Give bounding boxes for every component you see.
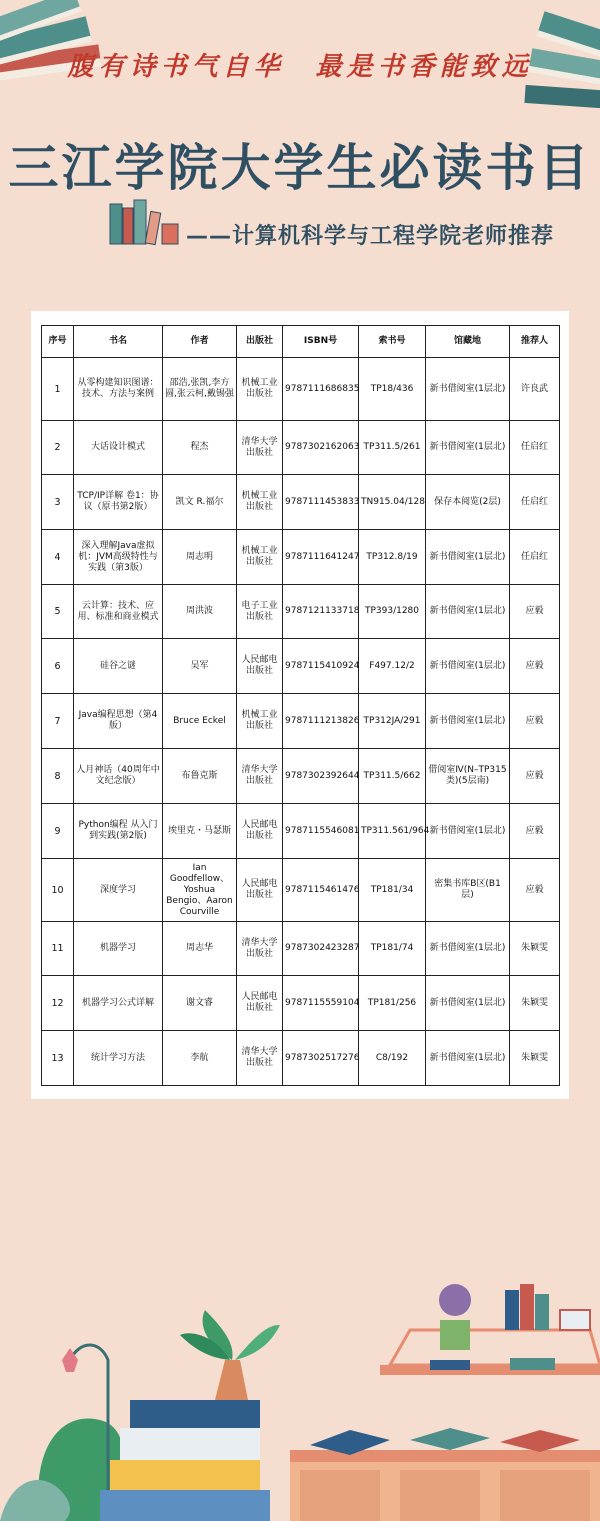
cell-isbn: 9787302392644 — [283, 749, 359, 804]
cell-publisher: 机械工业出版社 — [237, 530, 283, 585]
cell-index: 3 — [42, 475, 74, 530]
cell-index: 5 — [42, 585, 74, 639]
cell-isbn: 9787302423287 — [283, 922, 359, 976]
cell-author: Ian Goodfellow、Yoshua Bengio、Aaron Courville — [163, 859, 237, 922]
cell-author: Bruce Eckel — [163, 694, 237, 749]
cell-title: 统计学习方法 — [74, 1031, 163, 1086]
cell-author: 吴军 — [163, 639, 237, 694]
cell-isbn: 9787115559104 — [283, 976, 359, 1031]
cell-call-number: TP181/34 — [359, 859, 426, 922]
cell-recommender: 朱颖雯 — [510, 922, 560, 976]
cell-author: 布鲁克斯 — [163, 749, 237, 804]
cell-call-number: TP311.5/261 — [359, 421, 426, 475]
table-row — [42, 475, 560, 530]
cell-publisher: 清华大学出版社 — [237, 421, 283, 475]
plant-and-books-illustration — [0, 1300, 300, 1521]
cell-isbn: 9787111686835 — [283, 358, 359, 421]
cell-index: 13 — [42, 1031, 74, 1086]
cell-title: 从零构建知识图谱：技术、方法与案例 — [74, 358, 163, 421]
cell-publisher: 清华大学出版社 — [237, 1031, 283, 1086]
column-header-recommender: 推荐人 — [510, 326, 560, 358]
cell-recommender: 应毅 — [510, 694, 560, 749]
cell-isbn: 9787111641247 — [283, 530, 359, 585]
cell-recommender: 应毅 — [510, 749, 560, 804]
cell-index: 6 — [42, 639, 74, 694]
cell-call-number: TP393/1280 — [359, 585, 426, 639]
cell-call-number: TP181/256 — [359, 976, 426, 1031]
cell-location: 新书借阅室(1层北) — [426, 976, 510, 1031]
cell-index: 8 — [42, 749, 74, 804]
cell-publisher: 清华大学出版社 — [237, 749, 283, 804]
cell-location: 借阅室Ⅳ(N–TP315类)(5层南) — [426, 749, 510, 804]
table-row — [42, 639, 560, 694]
cell-location: 新书借阅室(1层北) — [426, 1031, 510, 1086]
cell-author: 谢文睿 — [163, 976, 237, 1031]
cell-author: 周洪波 — [163, 585, 237, 639]
cell-publisher: 人民邮电出版社 — [237, 859, 283, 922]
table-row — [42, 421, 560, 475]
cell-author: 程杰 — [163, 421, 237, 475]
cell-call-number: TP181/74 — [359, 922, 426, 976]
cell-isbn: 9787302517276 — [283, 1031, 359, 1086]
table-row — [42, 749, 560, 804]
cell-recommender: 任启红 — [510, 475, 560, 530]
cell-isbn: 9787115546081 — [283, 804, 359, 859]
cell-author: 李航 — [163, 1031, 237, 1086]
table-row — [42, 976, 560, 1031]
cell-publisher: 清华大学出版社 — [237, 922, 283, 976]
cell-recommender: 任启红 — [510, 421, 560, 475]
cell-location: 新书借阅室(1层北) — [426, 922, 510, 976]
cell-author: 凯文 R.福尔 — [163, 475, 237, 530]
cell-title: 大话设计模式 — [74, 421, 163, 475]
table-header-row — [42, 326, 560, 358]
cell-location: 保存本阅览(2层) — [426, 475, 510, 530]
cell-index: 2 — [42, 421, 74, 475]
cell-title: Python编程 从入门到实践(第2版) — [74, 804, 163, 859]
table-row — [42, 859, 560, 922]
books-icon — [108, 198, 180, 248]
cell-recommender: 朱颖雯 — [510, 976, 560, 1031]
booklist-table — [41, 325, 560, 1086]
cell-index: 4 — [42, 530, 74, 585]
cell-isbn: 9787115461476 — [283, 859, 359, 922]
cell-call-number: TP312.8/19 — [359, 530, 426, 585]
cell-publisher: 人民邮电出版社 — [237, 976, 283, 1031]
cell-location: 新书借阅室(1层北) — [426, 694, 510, 749]
page-subtitle: ——计算机科学与工程学院老师推荐 — [186, 224, 555, 249]
column-header-location: 馆藏地 — [426, 326, 510, 358]
table-row — [42, 358, 560, 421]
cell-publisher: 机械工业出版社 — [237, 694, 283, 749]
cell-recommender: 应毅 — [510, 804, 560, 859]
cell-title: Java编程思想（第4版） — [74, 694, 163, 749]
cell-isbn: 9787302162063 — [283, 421, 359, 475]
cell-recommender: 应毅 — [510, 585, 560, 639]
cell-recommender: 任启红 — [510, 530, 560, 585]
table-row — [42, 530, 560, 585]
cell-isbn: 9787121133718 — [283, 585, 359, 639]
cell-recommender: 朱颖雯 — [510, 1031, 560, 1086]
bookshelf-illustration — [290, 1270, 600, 1521]
column-header-call-number: 索书号 — [359, 326, 426, 358]
cell-title: 机器学习公式详解 — [74, 976, 163, 1031]
cell-isbn: 9787111213826 — [283, 694, 359, 749]
cell-call-number: TN915.04/128 — [359, 475, 426, 530]
cell-index: 7 — [42, 694, 74, 749]
column-header-publisher: 出版社 — [237, 326, 283, 358]
cell-recommender: 应毅 — [510, 639, 560, 694]
cell-title: 硅谷之谜 — [74, 639, 163, 694]
cell-call-number: F497.12/2 — [359, 639, 426, 694]
cell-publisher: 机械工业出版社 — [237, 475, 283, 530]
cell-call-number: TP312JA/291 — [359, 694, 426, 749]
cell-isbn: 9787111453833 — [283, 475, 359, 530]
table-row — [42, 585, 560, 639]
cell-title: 深度学习 — [74, 859, 163, 922]
slogan: 腹有诗书气自华 最是书香能致远 — [67, 52, 533, 82]
cell-index: 11 — [42, 922, 74, 976]
cell-title: 深入理解Java虚拟机：JVM高级特性与实践（第3版） — [74, 530, 163, 585]
cell-index: 10 — [42, 859, 74, 922]
cell-call-number: C8/192 — [359, 1031, 426, 1086]
cell-isbn: 9787115410924 — [283, 639, 359, 694]
page-title: 三江学院大学生必读书目 — [8, 138, 592, 197]
cell-location: 新书借阅室(1层北) — [426, 804, 510, 859]
table-row — [42, 922, 560, 976]
cell-call-number: TP18/436 — [359, 358, 426, 421]
cell-author: 周志明 — [163, 530, 237, 585]
column-header-index: 序号 — [42, 326, 74, 358]
cell-location: 新书借阅室(1层北) — [426, 421, 510, 475]
column-header-isbn: ISBN号 — [283, 326, 359, 358]
cell-publisher: 人民邮电出版社 — [237, 639, 283, 694]
cell-title: TCP/IP详解 卷1：协议（原书第2版） — [74, 475, 163, 530]
cell-location: 新书借阅室(1层北) — [426, 585, 510, 639]
cell-title: 人月神话（40周年中文纪念版） — [74, 749, 163, 804]
cell-publisher: 机械工业出版社 — [237, 358, 283, 421]
cell-call-number: TP311.5/662 — [359, 749, 426, 804]
cell-author: 埃里克・马瑟斯 — [163, 804, 237, 859]
cell-recommender: 应毅 — [510, 859, 560, 922]
column-header-title: 书名 — [74, 326, 163, 358]
cell-location: 新书借阅室(1层北) — [426, 530, 510, 585]
cell-index: 12 — [42, 976, 74, 1031]
cell-location: 新书借阅室(1层北) — [426, 358, 510, 421]
cell-publisher: 人民邮电出版社 — [237, 804, 283, 859]
cell-publisher: 电子工业出版社 — [237, 585, 283, 639]
table-row — [42, 694, 560, 749]
cell-recommender: 许良武 — [510, 358, 560, 421]
cell-index: 1 — [42, 358, 74, 421]
table-row — [42, 804, 560, 859]
column-header-author: 作者 — [163, 326, 237, 358]
cell-location: 新书借阅室(1层北) — [426, 639, 510, 694]
cell-location: 密集书库B区(B1层) — [426, 859, 510, 922]
cell-title: 云计算：技术、应用、标准和商业模式 — [74, 585, 163, 639]
cell-index: 9 — [42, 804, 74, 859]
table-row — [42, 1031, 560, 1086]
cell-title: 机器学习 — [74, 922, 163, 976]
booklist-card — [31, 311, 569, 1099]
cell-call-number: TP311.561/964 — [359, 804, 426, 859]
cell-author: 周志华 — [163, 922, 237, 976]
cell-author: 邵浩,张凯,李方圆,张云柯,戴锡强 — [163, 358, 237, 421]
